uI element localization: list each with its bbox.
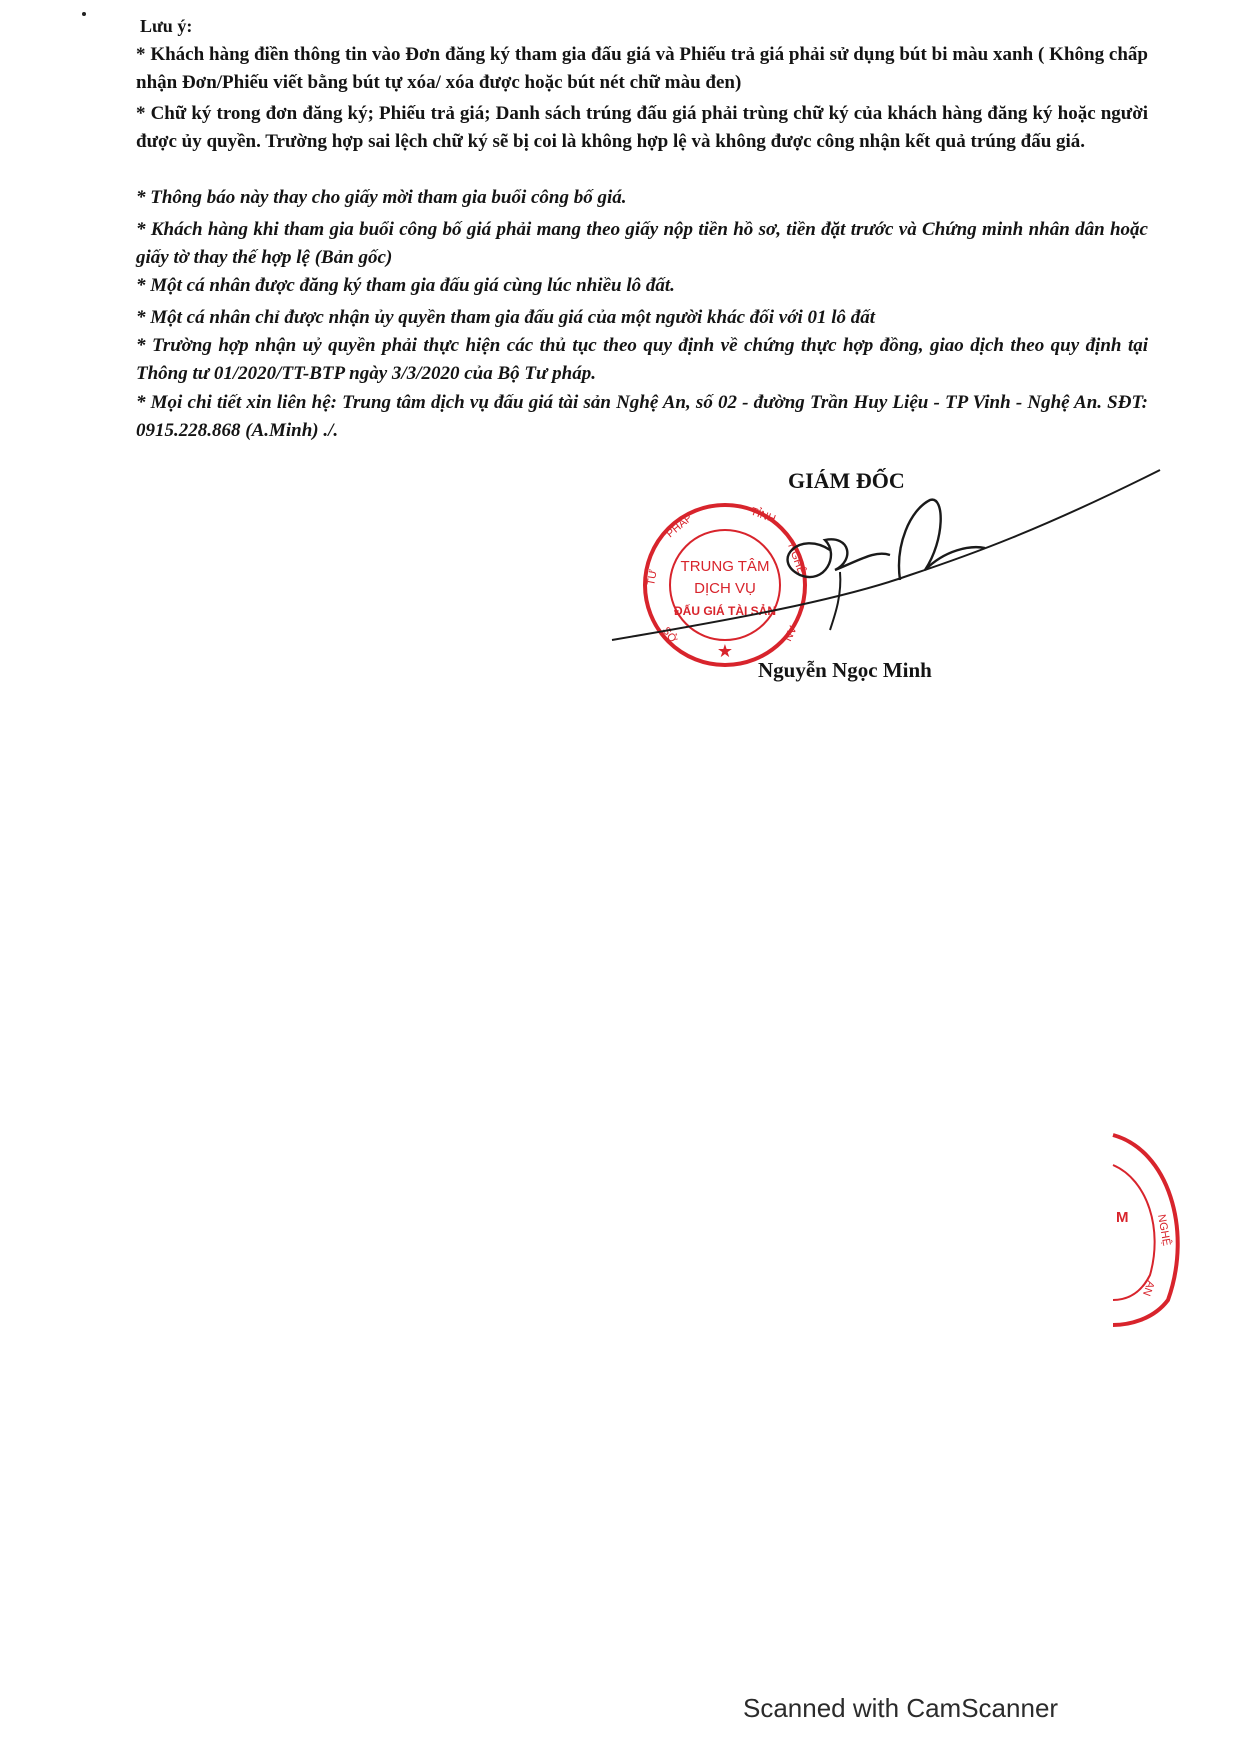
stamp-center-text: M [1116,1209,1129,1226]
note-item: * Trường hợp nhận uỷ quyền phải thực hiện các thủ tục theo quy định về chứng thực hợp đồng, giao dịch theo quy định tại Thông tư 01/2020/TT-BTP ngày 3/3/2020 của Bộ Tư pháp. [136,335,1148,384]
signatory-title: GIÁM ĐỐC [788,468,905,493]
stamp-center-line: TRUNG TÂM [680,558,770,575]
note-item: * Khách hàng điền thông tin vào Đơn đăng ký tham gia đấu giá và Phiếu trả giá phải sử dụng bút bi màu xanh ( Không chấp nhận Đơn/Phiếu viết bằng bút tự xóa/ xóa được hoặc bút nét chữ màu đen) [136,44,1148,93]
note-item: * Chữ ký trong đơn đăng ký; Phiếu trả giá; Danh sách trúng đấu giá phải trùng chữ ký của khách hàng đăng ký hoặc người được ủy quyền. Trường hợp sai lệch chữ ký sẽ bị coi là không hợp lệ và không được công nhận kết quả trúng đấu giá. [136,103,1148,152]
stamp-ring-text: AN [780,623,799,643]
signatory-name: Nguyễn Ngọc Minh [758,658,932,682]
note-item: * Mọi chi tiết xin liên hệ: Trung tâm dịch vụ đấu giá tài sản Nghệ An, số 02 - đường Trần Huy Liệu - TP Vinh - Nghệ An. SĐT: 0915.228.868 (A.Minh) ./. [136,392,1148,441]
star-icon: ★ [716,641,734,661]
scan-speck [82,12,86,16]
stamp-ring-text: SỞ [659,624,679,646]
stamp-ring-text: TƯ [645,568,660,587]
stamp-ring-text: NGHỆ [1155,1213,1173,1247]
scanner-watermark: Scanned with CamScanner [743,1693,1059,1723]
stamp-ring-text: NGHỆ [785,541,808,576]
stamp-center-line: DỊCH VỤ [694,580,756,597]
stamp-ring-text: TỈNH [748,505,778,526]
stamp-center-line: ĐẤU GIÁ TÀI SẢN [674,604,776,618]
note-item: * Thông báo này thay cho giấy mời tham gia buổi công bố giá. [136,187,627,208]
stamp-ring-text: PHÁP [664,511,695,541]
partial-stamp [1108,1130,1188,1330]
notes-title: Lưu ý: [140,16,193,36]
note-item: * Một cá nhân được đăng ký tham gia đấu giá cùng lúc nhiều lô đất. [136,275,675,296]
note-item: * Một cá nhân chỉ được nhận ủy quyền tham gia đấu giá của một người khác đối với 01 lô đất [136,307,876,328]
stamp-ring-text: AN [1139,1278,1157,1298]
note-item: * Khách hàng khi tham gia buổi công bố giá phải mang theo giấy nộp tiền hồ sơ, tiền đặt trước và Chứng minh nhân dân hoặc giấy tờ thay thế hợp lệ (Bản gốc) [136,219,1148,268]
handwritten-signature [610,460,1170,660]
